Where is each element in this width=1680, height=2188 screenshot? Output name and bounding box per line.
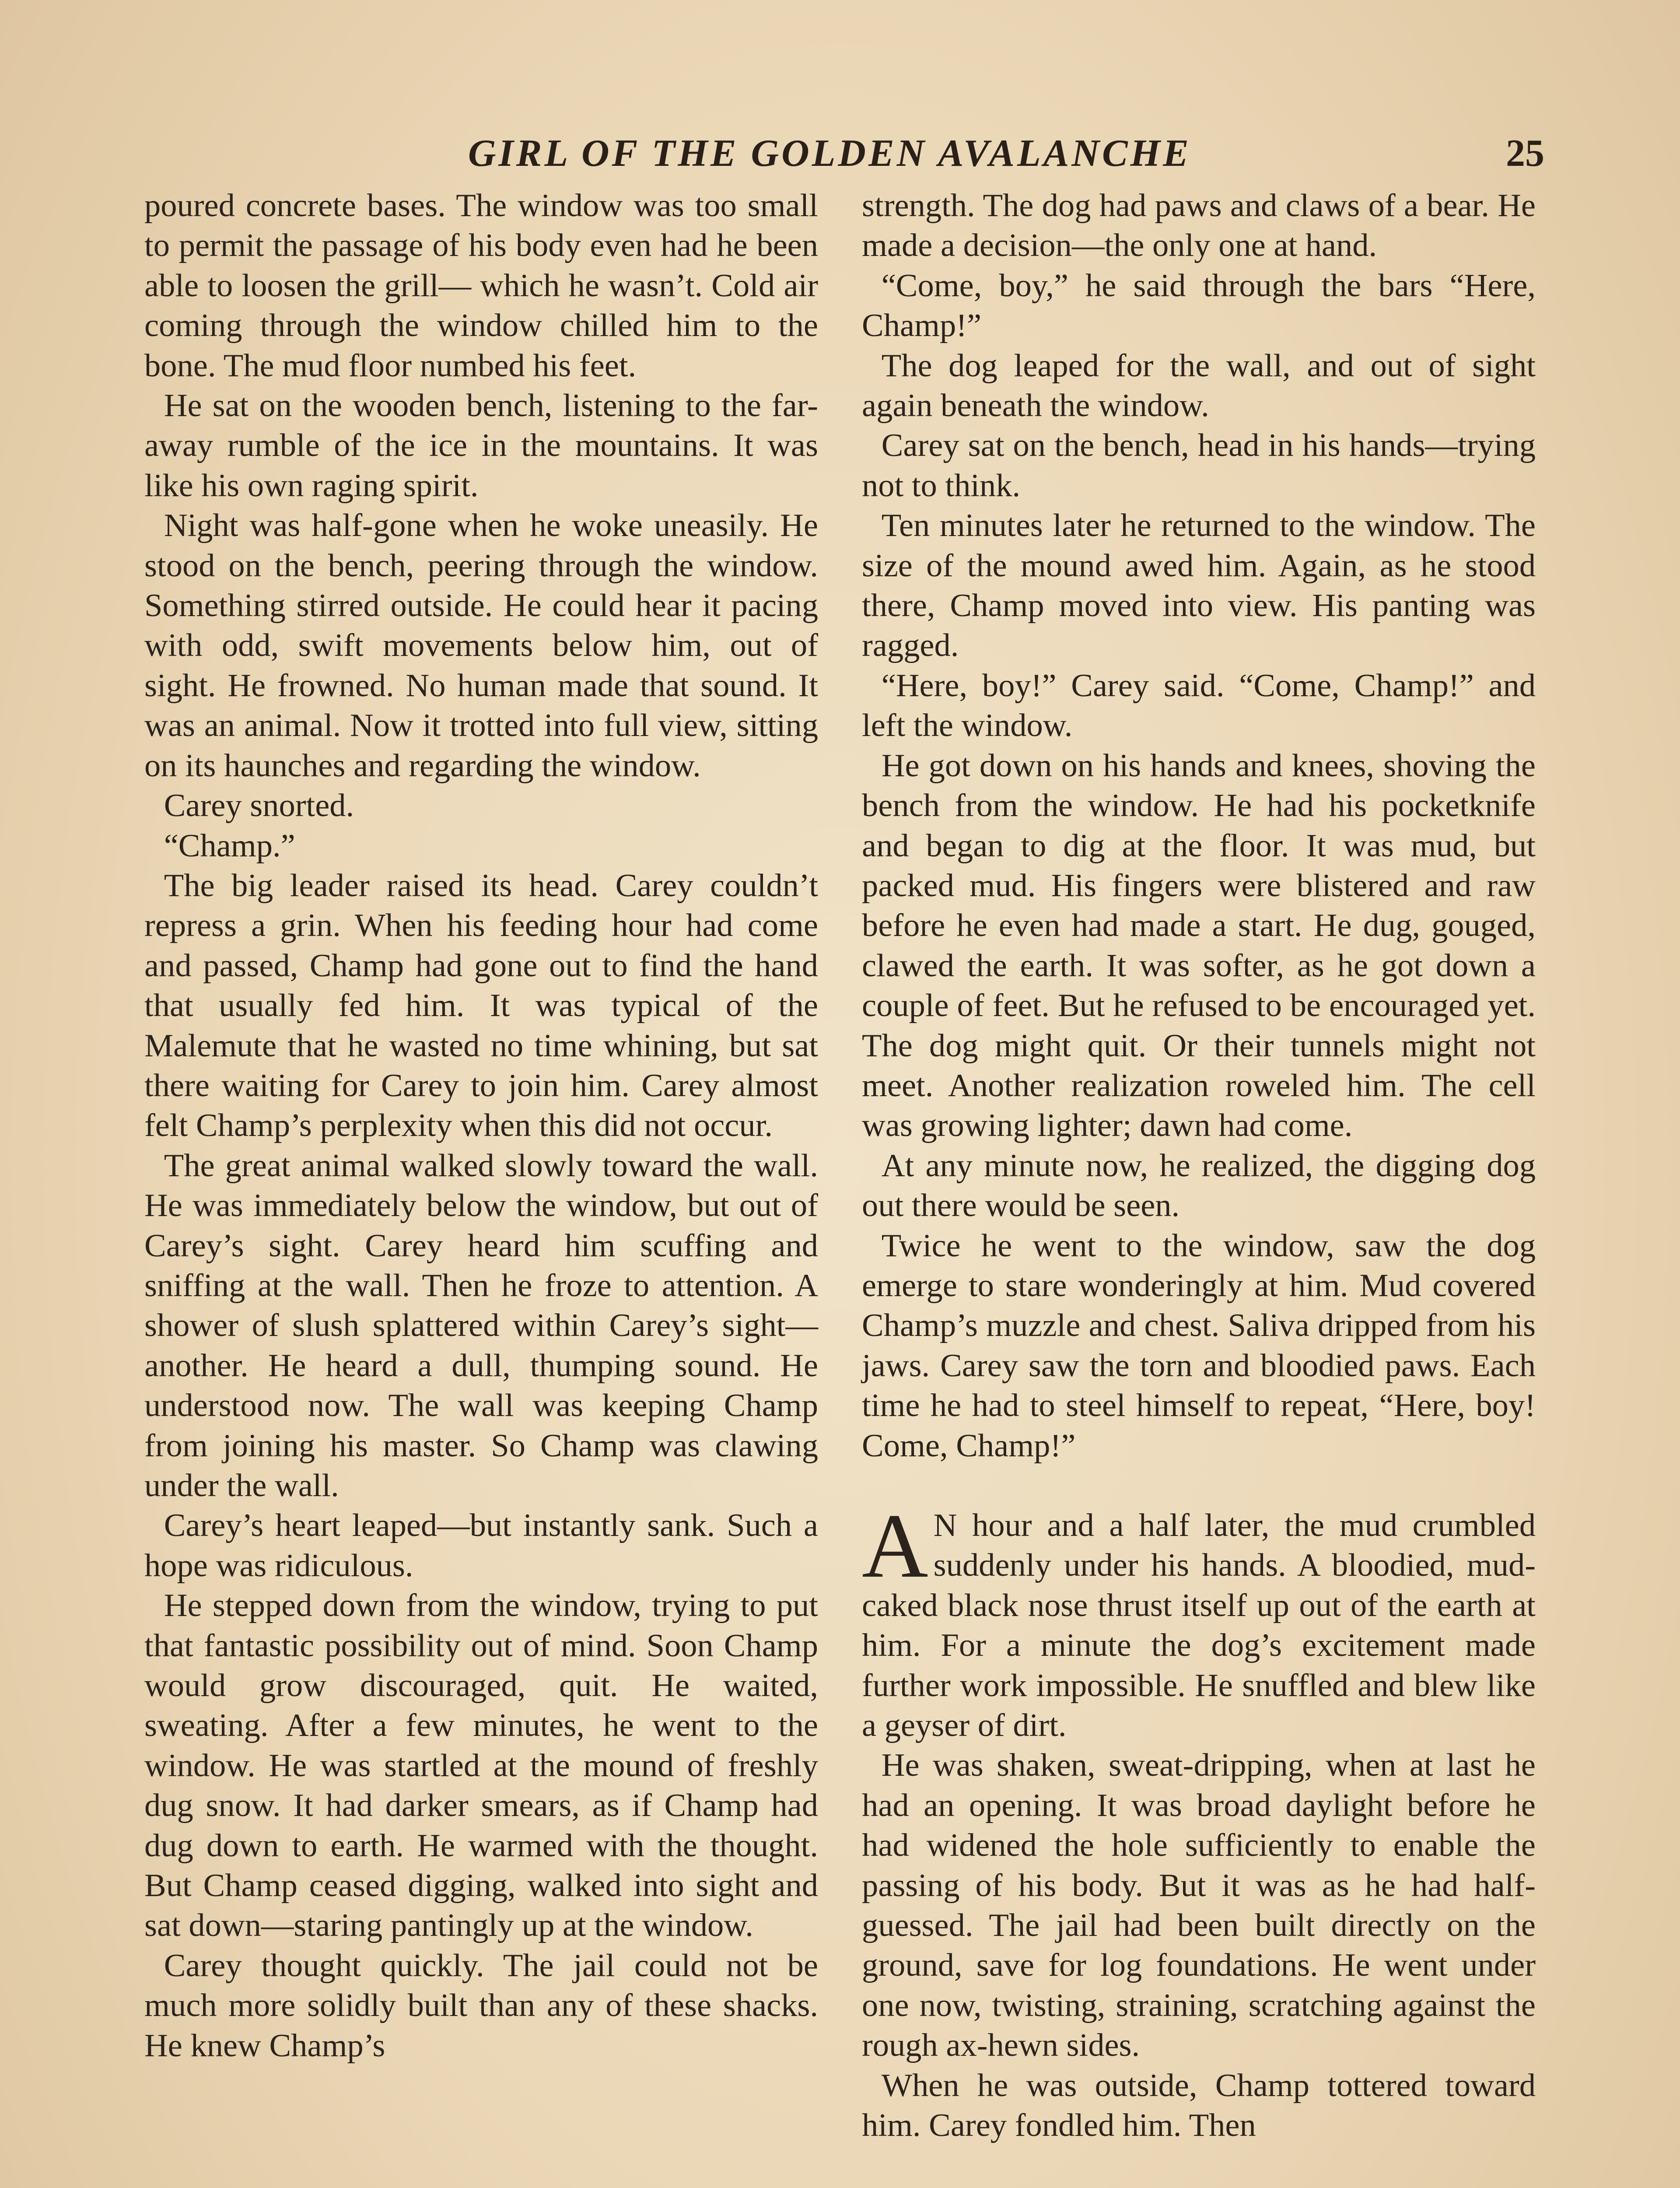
paragraph: When he was outside, Champ tottered toward him. Carey fondled him. Then: [862, 2067, 1536, 2144]
page-number: 25: [1506, 132, 1544, 175]
left-column: [144, 186, 818, 2066]
paragraph: strength. The dog had paws and claws of a bear. He made a decision—the only one at hand.: [862, 188, 1536, 264]
running-title: GIRL OF THE GOLDEN AVALANCHE: [468, 132, 1191, 175]
paragraph: He stepped down from the window, trying to put that fantastic possibility out of mind. Soon Champ would grow discouraged, quit. He waited, sweating. After a few minutes, he went to the window. He was startled at the mound of freshly dug snow. It had darker smears, as if Champ had dug down to earth. He warmed with the thought. But Champ ceased digging, walked into sight and sat down—staring pantingly up at the window.: [144, 1588, 818, 1944]
section-start-paragraph: [862, 1495, 1536, 1746]
page-header: [144, 131, 1544, 188]
paragraph: Carey snorted.: [164, 788, 354, 824]
section-first-text: N hour and a half later, the mud crumbled suddenly under his hands. A bloodied, mud-caked black nose thrust itself up out of the earth at him. For a minute the dog’s excitement made further work impossible. He snuffled and blew like a geyser of dirt.: [862, 1508, 1536, 1744]
paragraph: The great animal walked slowly toward the wall. He was immediately below the window, but out of Carey’s sight. Carey heard him scuffing and sniffing at the wall. Then he froze to attention. A shower of slush splattered within Carey’s sight—another. He heard a dull, thumping sound. He understood now. The wall was keeping Champ from joining his master. So Champ was clawing under the wall.: [144, 1147, 818, 1504]
paragraph: poured concrete bases. The window was too small to permit the passage of his body even had he been able to loosen the grill— which he wasn’t. Cold air coming through the window chilled him to the bone. The mud floor numbed his feet.: [144, 188, 818, 384]
paragraph: Carey sat on the bench, head in his hands—trying not to think.: [862, 428, 1536, 504]
paragraph: He got down on his hands and knees, shoving the bench from the window. He had his pocketknife and began to dig at the floor. It was mud, but packed mud. His fingers were blistered and raw before he even had made a start. He dug, gouged, clawed the earth. It was softer, as he got down a couple of feet. But he refused to be encouraged yet. The dog might quit. Or their tunnels might not meet. Another realization roweled him. The cell was growing lighter; dawn had come.: [862, 747, 1536, 1144]
paragraph: “Here, boy!” Carey said. “Come, Champ!” and left the window.: [862, 667, 1536, 744]
paragraph: He was shaken, sweat-dripping, when at last he had an opening. It was broad daylight before he had widened the hole sufficiently to enable the passing of his body. But it was as he had half-guessed. The jail had been built directly on the ground, save for log foundations. He went under one now, twisting, straining, scratching against the rough ax-hewn sides.: [862, 1747, 1536, 2064]
right-column: [862, 186, 1536, 2146]
paragraph: Twice he went to the window, saw the dog emerge to stare wonderingly at him. Mud covered Champ’s muzzle and chest. Saliva dripped from his jaws. Carey saw the torn and bloodied paws. Each time he had to steel himself to repeat, “Here, boy! Come, Champ!”: [862, 1227, 1536, 1464]
paragraph: He sat on the wooden bench, listening to the far-away rumble of the ice in the mountains. It was like his own raging spirit.: [144, 388, 818, 504]
paragraph: “Champ.”: [164, 828, 295, 864]
paragraph: Ten minutes later he returned to the window. The size of the mound awed him. Again, as he stood there, Champ moved into view. His panting was ragged.: [862, 508, 1536, 664]
paragraph: Carey thought quickly. The jail could not be much more solidly built than any of these shacks. He knew Champ’s: [144, 1947, 818, 2064]
paragraph: At any minute now, he realized, the digging dog out there would be seen.: [862, 1147, 1536, 1224]
paragraph: The dog leaped for the wall, and out of sight again beneath the window.: [862, 347, 1536, 424]
drop-cap: A: [862, 1495, 928, 1597]
paragraph: Carey’s heart leaped—but instantly sank. Such a hope was ridiculous.: [144, 1508, 818, 1584]
paragraph: The big leader raised its head. Carey couldn’t repress a grin. When his feeding hour had come and passed, Champ had gone out to find the hand that usually fed him. It was typical of the Malemute that he wasted no time whining, but sat there waiting for Carey to join him. Carey almost felt Champ’s perplexity when this did not occur.: [144, 867, 818, 1144]
paragraph: “Come, boy,” he said through the bars “Here, Champ!”: [862, 267, 1536, 344]
paragraph: Night was half-gone when he woke uneasily. He stood on the bench, peering through the window. Something stirred outside. He could hear it pacing with odd, swift movements below him, out of sight. He frowned. No human made that sound. It was an animal. Now it trotted into full view, sitting on its haunches and regarding the window.: [144, 508, 818, 784]
